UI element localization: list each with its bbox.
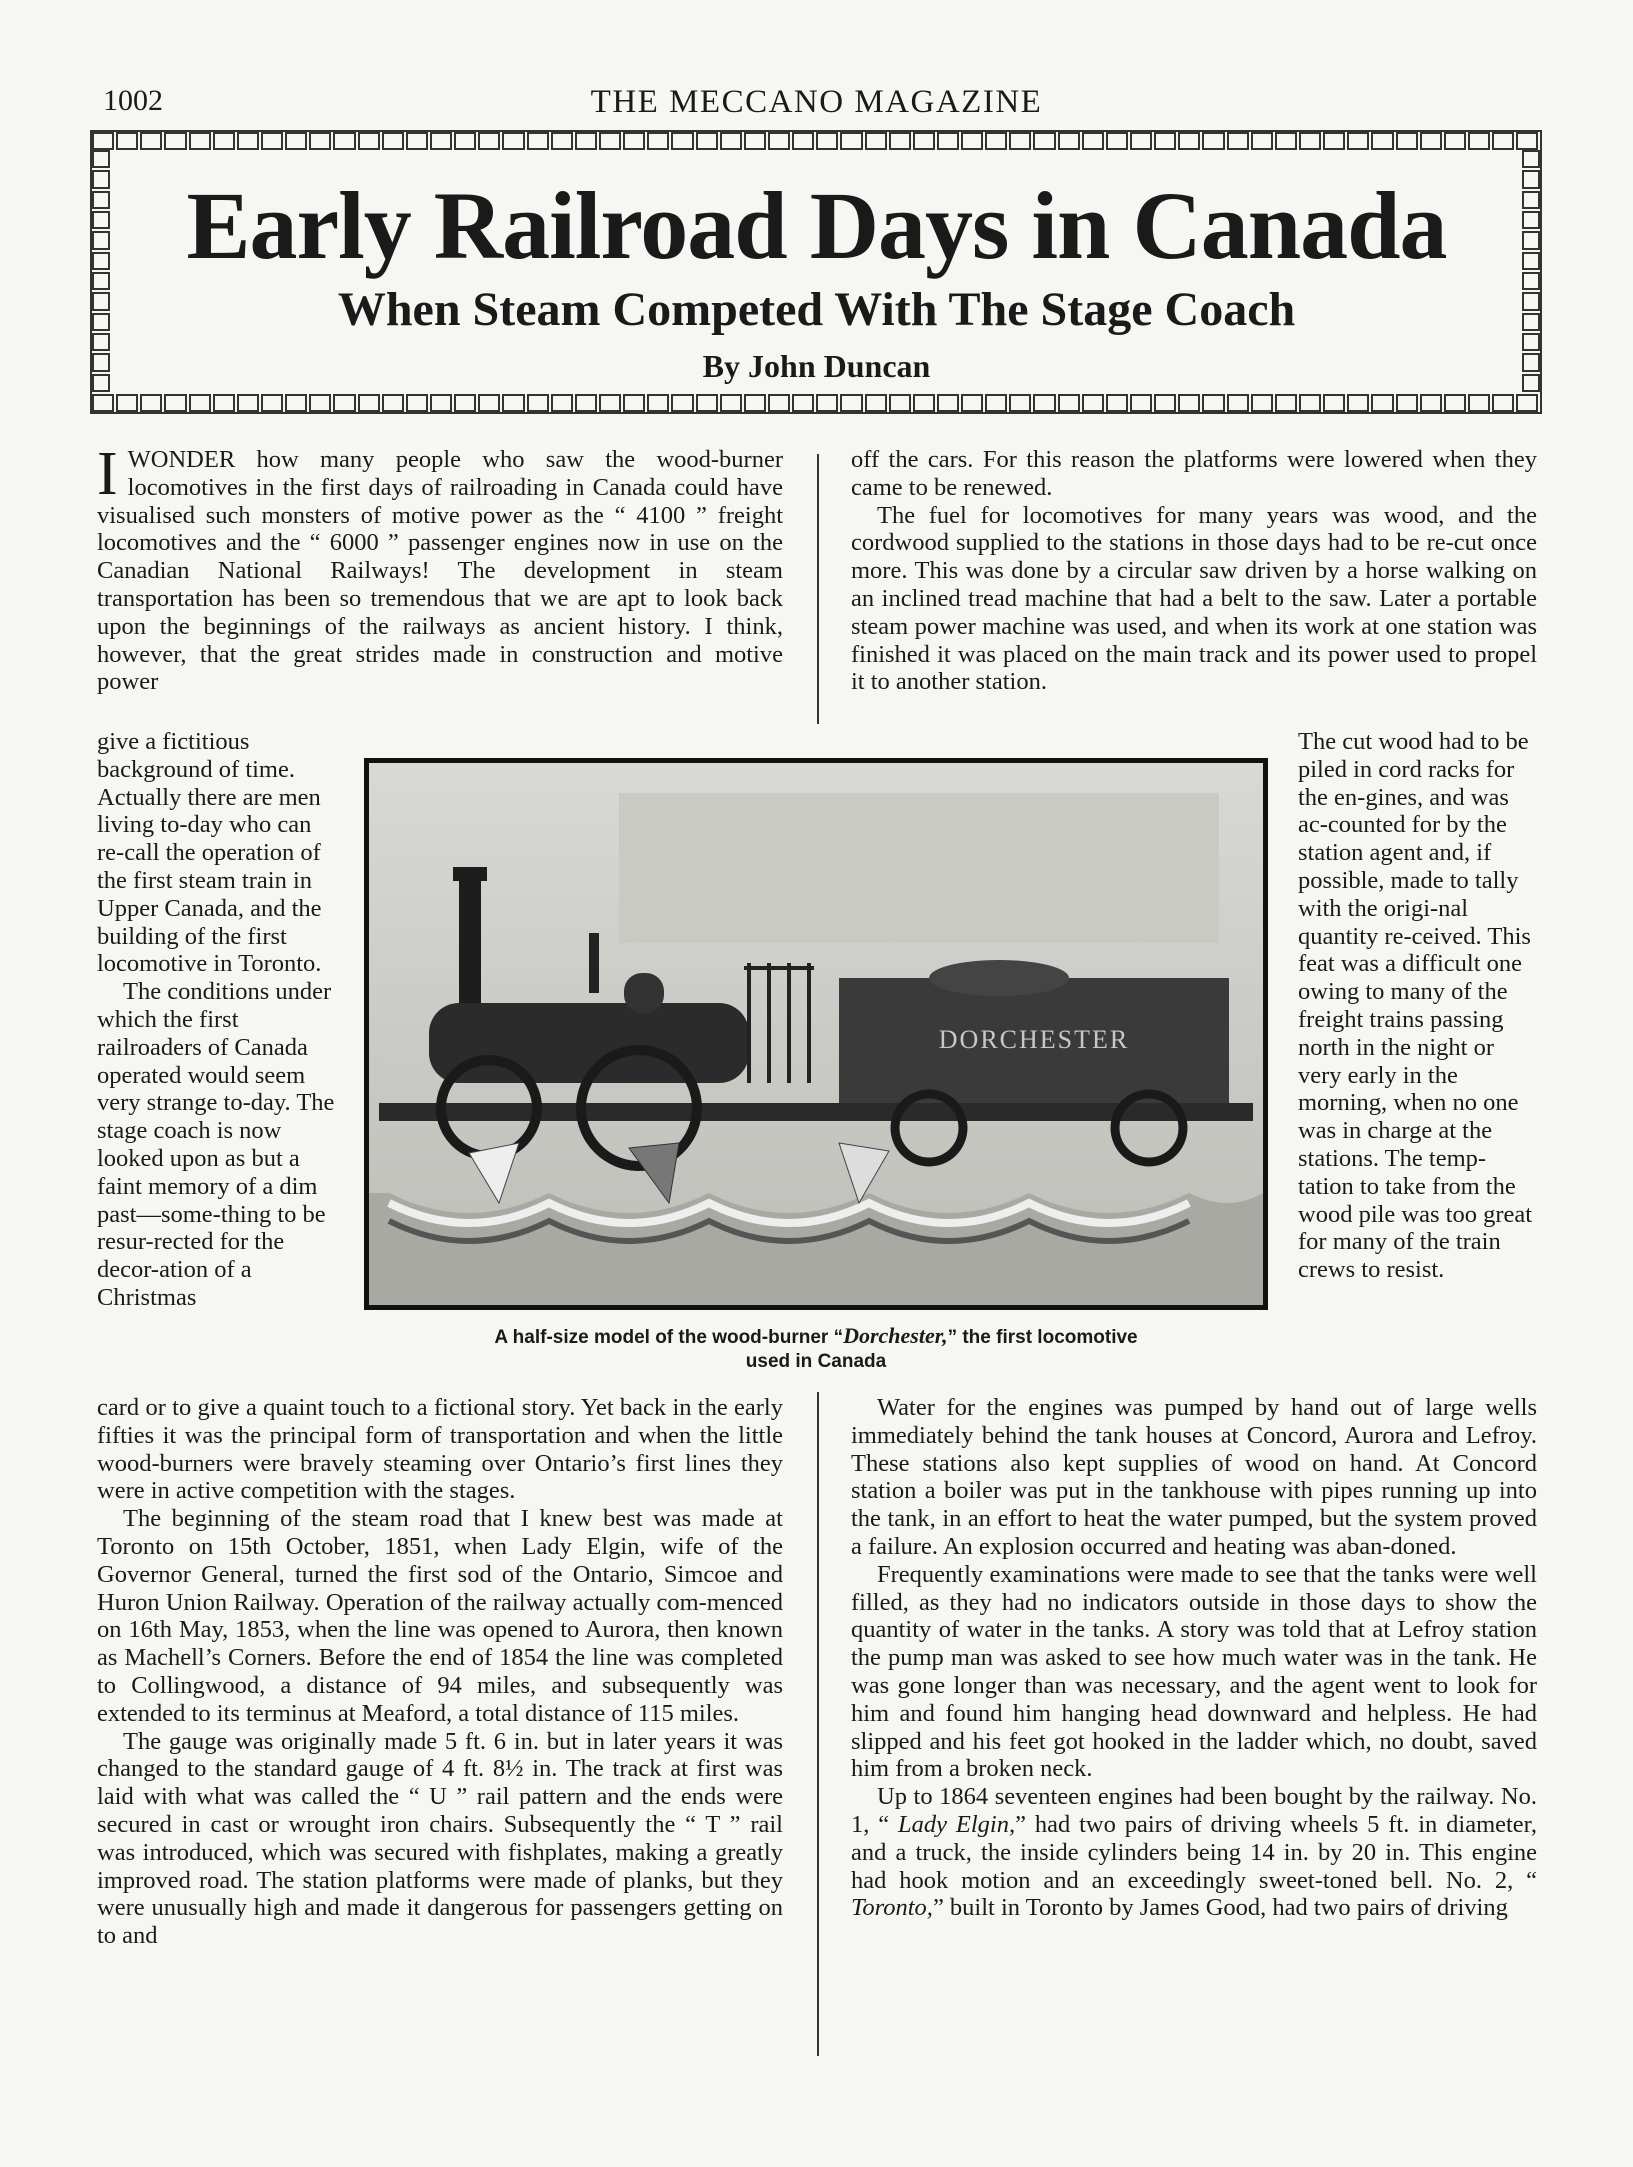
border-link	[478, 394, 500, 412]
border-link	[189, 394, 211, 412]
border-link	[1371, 394, 1393, 412]
border-link	[285, 394, 307, 412]
left-top-paragraph: WONDER how many people who saw the wood-burner locomotives in the first days of railroading in Canada could have visualised such monsters of motive power as the “ 4100 ” freight locomotives and the “ 6000 ” passenger engines now in use on the Canadian National Railways! The development in steam transportation has been so tremendous that we are apt to look back upon the beginnings of the railways as ancient history. I think, however, that the great strides made in construction and motive power	[97, 446, 783, 696]
background-poster	[619, 793, 1219, 943]
border-link	[1178, 394, 1200, 412]
border-link	[623, 132, 645, 150]
right-column-narrow	[1298, 728, 1537, 1284]
border-link	[889, 132, 911, 150]
border-link	[1420, 132, 1442, 150]
border-link	[575, 132, 597, 150]
border-link	[213, 394, 235, 412]
border-link	[140, 394, 162, 412]
border-link	[865, 132, 887, 150]
border-link	[1227, 132, 1249, 150]
border-link	[502, 132, 524, 150]
border-link	[551, 132, 573, 150]
border-link	[768, 394, 790, 412]
border-link	[1154, 132, 1176, 150]
border-link	[1371, 132, 1393, 150]
border-link	[1251, 132, 1273, 150]
border-link	[1178, 132, 1200, 150]
border-link	[720, 394, 742, 412]
border-link	[406, 394, 428, 412]
border-link	[116, 132, 138, 150]
caption-text-b: ” the first locomotive	[947, 1327, 1138, 1348]
steam-dome	[624, 973, 664, 1013]
left-bottom-paragraph-1: card or to give a quaint touch to a fictional story. Yet back in the early fifties it was the principal form of transportation and when the little wood-burners were bravely steaming over Ontario’s first lines they were in active competition with the stages.	[97, 1394, 783, 1505]
border-link	[575, 394, 597, 412]
border-link	[744, 394, 766, 412]
border-link	[1082, 394, 1104, 412]
article-subtitle: When Steam Competed With The Stage Coach	[337, 283, 1296, 336]
border-link	[1347, 394, 1369, 412]
border-link	[1420, 394, 1442, 412]
border-link	[1009, 132, 1031, 150]
border-link	[454, 132, 476, 150]
border-link	[309, 394, 331, 412]
right-bottom-paragraph-3	[851, 1783, 1537, 1922]
border-link	[720, 132, 742, 150]
border-link	[1082, 132, 1104, 150]
border-link	[1522, 150, 1540, 168]
border-link	[430, 132, 452, 150]
border-link	[1299, 132, 1321, 150]
border-link	[1396, 394, 1418, 412]
border-link	[840, 394, 862, 412]
border-link	[1130, 394, 1152, 412]
left-narrow-paragraph-1: give a fictitious background of time. Actually there are men living to-day who can re-call the operation of the first steam train in Upper Canada, and the building of the first locomotive in Toronto.	[97, 728, 322, 978]
border-link	[1468, 132, 1490, 150]
border-link	[1033, 394, 1055, 412]
border-link	[1130, 132, 1152, 150]
border-link	[623, 394, 645, 412]
border-link	[1058, 132, 1080, 150]
lady-elgin-name: Lady Elgin,	[898, 1810, 1016, 1838]
border-link	[478, 132, 500, 150]
border-link	[1323, 132, 1345, 150]
border-link	[527, 394, 549, 412]
border-link	[358, 132, 380, 150]
caption-line-1	[364, 1324, 1268, 1350]
right-bottom-paragraph-2: Frequently examinations were made to see that the tanks were well filled, as they had no indicators outside in those days to show the quantity of water in the tanks. A story was told that at Lefroy station the pump man was asked to see how much water was in the tank. He was gone longer than was necessary, and the agent went to look for him and found him hanging head downward and helpless. He had slipped and his feet got hooked in the ladder which, no doubt, saved him from a broken neck.	[851, 1560, 1537, 1783]
border-link	[527, 132, 549, 150]
border-link	[647, 394, 669, 412]
caption-text-a: A half-size model of the wood-burner “	[494, 1327, 844, 1348]
border-chain-top	[92, 132, 1540, 150]
border-link	[768, 132, 790, 150]
border-link	[671, 132, 693, 150]
border-link	[1516, 394, 1538, 412]
right-column-bottom	[851, 1394, 1537, 1922]
border-link	[985, 132, 1007, 150]
border-link	[140, 132, 162, 150]
border-link	[816, 132, 838, 150]
border-link	[1106, 132, 1128, 150]
border-link	[333, 132, 355, 150]
left-bottom-paragraph-2: The beginning of the steam road that I knew best was made at Toronto on 15th October, 1851, when Lady Elgin, wife of the Governor General, turned the first sod of the Ontario, Simcoe and Huron Union Railway. Operation of the railway actually com-menced on 16th May, 1853, when the line was opened to Aurora, then known as Machell’s Corners. Before the end of 1854 the line was completed to Collingwood, a distance of 94 miles, and subsequently was extended to its terminus at Meaford, a total distance of 115 miles.	[97, 1505, 783, 1727]
border-link	[382, 394, 404, 412]
border-link	[92, 150, 110, 168]
right-narrow-paragraph-1: The cut wood had to be piled in cord racks for the en-gines, and was ac-counted for by the station agent and, if possible, made to tally with the origi-nal quantity re-ceived. This feat was a difficult one owing to many of the freight trains passing north in the night or very early in the morning, when no one was in charge at the stations. The temp-tation to take from the wood pile was too great for many of the train crews to resist.	[1298, 728, 1533, 1284]
border-link	[285, 132, 307, 150]
border-link	[237, 394, 259, 412]
border-link	[358, 394, 380, 412]
border-link	[1299, 394, 1321, 412]
article-byline: By John Duncan	[702, 348, 931, 384]
left-column-bottom	[97, 1394, 783, 1950]
left-narrow-paragraph-2: The conditions under which the first railroaders of Canada operated would seem very strange to-day. The stage coach is now looked upon as but a faint memory of a dim past—some-thing to be resur-rected for the decor-ation of a Christmas	[97, 978, 335, 1311]
right-bottom-text-c: ” built in Toronto by James Good, had two pairs of driving	[932, 1894, 1508, 1922]
border-link	[1058, 394, 1080, 412]
left-column-narrow	[97, 728, 337, 1312]
right-bottom-text-b: ” had two pairs of driving wheels 5 ft. in diameter, and a truck, the inside cylinders being 14 in. by 20 in. This engine had hook motion and an exceedingly sweet-toned bell. No. 2, “	[851, 1810, 1537, 1894]
right-top-paragraph-2: The fuel for locomotives for many years was wood, and the cordwood supplied to the stations in those days had to be re-cut once more. This was done by a circular saw driven by a horse walking on an inclined tread machine that had a belt to the saw. Later a portable steam power machine was used, and when its work at one station was finished it was placed on the main track and its power used to propel it to another station.	[851, 501, 1537, 696]
border-link	[430, 394, 452, 412]
border-link	[744, 132, 766, 150]
border-link	[309, 132, 331, 150]
border-link	[213, 132, 235, 150]
magazine-title: THE MECCANO MAGAZINE	[590, 84, 1043, 120]
border-link	[1154, 394, 1176, 412]
border-link	[1516, 132, 1538, 150]
border-link	[840, 132, 862, 150]
border-link	[333, 394, 355, 412]
toronto-name: Toronto,	[851, 1894, 933, 1922]
border-link	[406, 132, 428, 150]
caption-dorchester: Dorchester,	[843, 1323, 948, 1348]
right-bottom-text-a: Up to 1864 seventeen engines had been bought by the railway. No. 1, “	[851, 1783, 1537, 1838]
border-link	[599, 132, 621, 150]
border-link	[1396, 132, 1418, 150]
border-link	[937, 394, 959, 412]
drop-cap: I	[97, 440, 118, 508]
border-link	[696, 394, 718, 412]
border-link	[1492, 394, 1514, 412]
border-link	[164, 132, 186, 150]
border-link	[551, 394, 573, 412]
border-link	[647, 132, 669, 150]
border-link	[1468, 394, 1490, 412]
right-column-top	[851, 446, 1537, 696]
border-link	[937, 132, 959, 150]
border-link	[792, 132, 814, 150]
border-link	[792, 394, 814, 412]
border-link	[1275, 394, 1297, 412]
border-link	[1323, 394, 1345, 412]
left-bottom-paragraph-3: The gauge was originally made 5 ft. 6 in. but in later years it was changed to the standard gauge of 4 ft. 8½ in. The track at first was laid with what was called the “ U ” rail pattern and the ends were secured in cast or wrought iron chairs. Subsequently the “ T ” rail was introduced, which was secured with fishplates, making a greatly improved road. The station platforms were made of planks, but they were unusually high and made it dangerous for passengers getting on to and	[97, 1727, 783, 1950]
border-link	[261, 132, 283, 150]
border-link	[1275, 132, 1297, 150]
border-link	[985, 394, 1007, 412]
locomotive-photo	[364, 758, 1268, 1310]
border-link	[671, 394, 693, 412]
border-link	[1444, 132, 1466, 150]
border-link	[1106, 394, 1128, 412]
steam-dome-pipe	[589, 933, 599, 993]
border-link	[961, 132, 983, 150]
border-link	[1009, 394, 1031, 412]
column-divider-bottom	[817, 1392, 819, 2056]
border-link	[913, 394, 935, 412]
tender-tank	[929, 960, 1069, 996]
left-column-top	[97, 440, 783, 696]
border-link	[599, 394, 621, 412]
border-link	[1444, 394, 1466, 412]
smokestack-cap	[453, 867, 487, 881]
photo-caption	[364, 1324, 1268, 1374]
border-link	[1251, 394, 1273, 412]
border-link	[1033, 132, 1055, 150]
border-link	[696, 132, 718, 150]
border-link	[382, 132, 404, 150]
border-link	[1227, 394, 1249, 412]
border-link	[92, 394, 114, 412]
border-link	[1492, 132, 1514, 150]
right-top-paragraph-1: off the cars. For this reason the platforms were lowered when they came to be renewed.	[851, 446, 1537, 501]
border-link	[189, 132, 211, 150]
article-title: Early Railroad Days in Canada	[186, 172, 1447, 279]
page-number: 1002	[103, 84, 163, 117]
right-bottom-paragraph-1: Water for the engines was pumped by hand out of large wells immediately behind the tank houses at Concord, Aurora and Lefroy. These stations also kept supplies of wood on hand. At Concord station a boiler was put in the tankhouse with pipes running up into the tank, in an effort to heat the water pumped, but the system proved a failure. An explosion occurred and heating was aban-doned.	[851, 1394, 1537, 1560]
border-link	[164, 394, 186, 412]
border-link	[816, 394, 838, 412]
border-link	[502, 394, 524, 412]
border-link	[913, 132, 935, 150]
tender-label: DORCHESTER	[938, 1025, 1130, 1054]
border-link	[961, 394, 983, 412]
border-link	[1202, 394, 1224, 412]
border-link	[1347, 132, 1369, 150]
border-chain-bottom	[92, 394, 1540, 412]
caption-line-2: used in Canada	[745, 1351, 887, 1372]
border-link	[1202, 132, 1224, 150]
border-link	[92, 132, 114, 150]
border-link	[237, 132, 259, 150]
border-link	[454, 394, 476, 412]
locomotive-illustration	[369, 763, 1263, 1305]
border-link	[261, 394, 283, 412]
column-divider-top	[817, 454, 819, 724]
border-link	[865, 394, 887, 412]
border-link	[116, 394, 138, 412]
border-link	[889, 394, 911, 412]
